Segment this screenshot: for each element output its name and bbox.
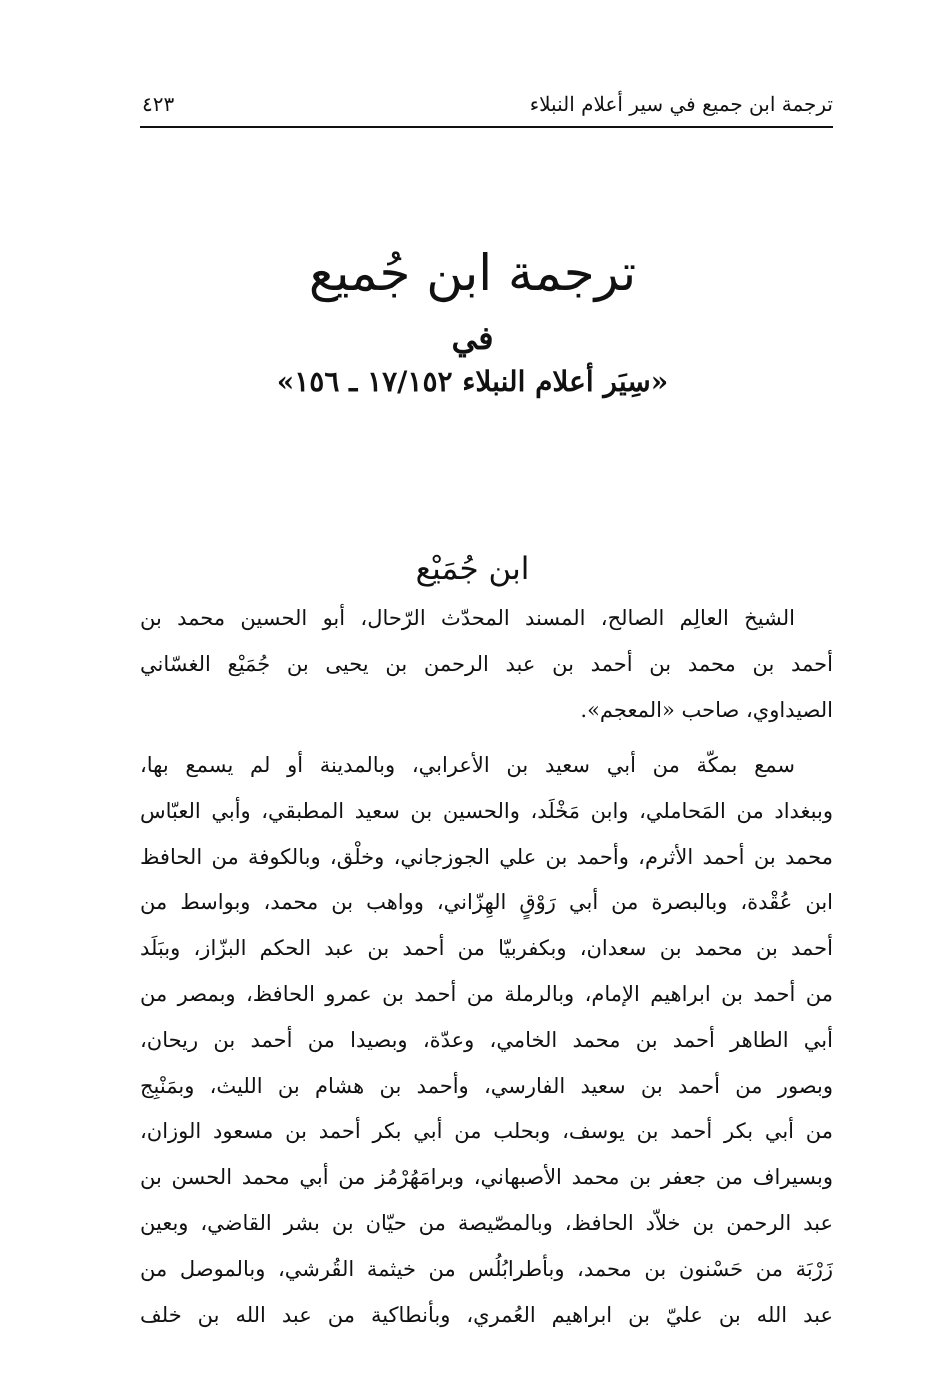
- text-line: أبي الطاهر أحمد بن محمد الخامي، وعدّة، وبصيدا من أحمد بن ريحان،: [140, 1027, 833, 1052]
- page-number: ٤٢٣: [142, 92, 175, 116]
- text-line: أحمد بن محمد بن سعدان، وبكفربيّا من أحمد بن عبد الحكم البزّاز، وببَلَد: [140, 936, 833, 961]
- paragraph-2: [140, 743, 833, 1338]
- running-title: ترجمة ابن جميع في سير أعلام النبلاء: [529, 92, 833, 116]
- text-line: محمد بن أحمد الأثرم، وأحمد بن علي الجوزجاني، وخلْق، وبالكوفة من الحافظ: [140, 844, 833, 869]
- text-line: عبد الرحمن بن خلاّد الحافظ، وبالمصّيصة من حيّان بن بشر القاضي، وبعين: [140, 1210, 833, 1235]
- text-line: الشيخ العالِم الصالح، المسند المحدّث الرّحال، أبو الحسين محمد بن: [140, 606, 795, 630]
- text-line: وبصور من أحمد بن سعيد الفارسي، وأحمد بن هشام بن الليث، وبمَنْبِج: [140, 1073, 833, 1098]
- title-source: «سِيَر أعلام النبلاء ١٧/١٥٢ ـ ١٥٦»: [276, 365, 669, 398]
- text-line: زَرْبَة من حَسْنون بن محمد، وبأطرابُلُس من خيثمة القُرشي، وبالموصل من: [140, 1256, 833, 1281]
- text-line: من أحمد بن ابراهيم الإمام، وبالرملة من أحمد بن عمرو الحافظ، وبمصر من: [140, 981, 833, 1006]
- text-line: وببغداد من المَحاملي، وابن مَخْلَد، والحسين بن سعيد المطبقي، وأبي العبّاس: [140, 798, 833, 823]
- text-line: عبد الله بن عليّ بن ابراهيم العُمري، وبأنطاكية من عبد الله بن خلف: [140, 1302, 833, 1327]
- paragraph-1: [140, 596, 833, 733]
- entry-heading: ابن جُمَيْع: [415, 551, 530, 587]
- text-line: وبسيراف من جعفر بن محمد الأصبهاني، وبرامَهُرْمُز من أبي محمد الحسن بن: [140, 1165, 833, 1190]
- text-line: ابن عُقْدة، وبالبصرة من أبي رَوْقٍ الهِزّاني، وواهب بن محمد، وبواسط من: [140, 890, 833, 915]
- text-line: الصيداوي، صاحب «المعجم».: [580, 697, 833, 722]
- main-title: ترجمة ابن جُميع: [308, 244, 637, 302]
- text-line: من أبي بكر أحمد بن يوسف، وبحلب من أبي بكر أحمد بن مسعود الوزان،: [140, 1119, 833, 1144]
- title-fi: في: [451, 319, 494, 357]
- text-line: أحمد بن محمد بن أحمد بن عبد الرحمن بن يحيى بن جُمَيْع الغسّاني: [140, 651, 833, 676]
- text-line: سمع بمكّة من أبي سعيد بن الأعرابي، وبالمدينة أو لم يسمع بها،: [140, 753, 795, 777]
- running-header: [140, 90, 833, 128]
